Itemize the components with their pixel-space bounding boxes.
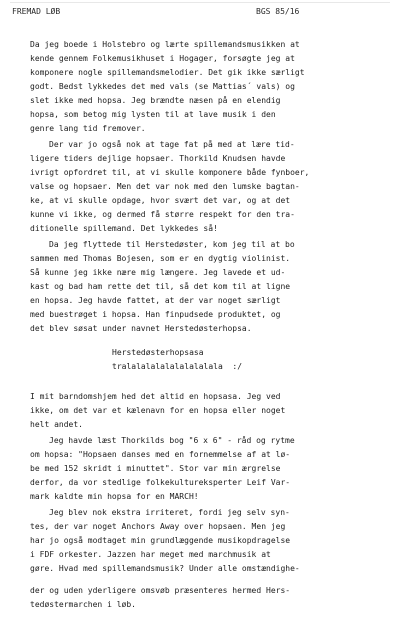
text-line: helt andet. bbox=[30, 420, 83, 429]
text-line: kunne vi ikke, og dermed få større respekt for den tra- bbox=[30, 210, 295, 219]
text-line: komponere nogle spillemandsmelodier. Det gik ikke særligt bbox=[30, 68, 305, 77]
text-line: tedøstermarchen i løb. bbox=[30, 600, 136, 609]
text-line: ikke, om det var et kælenavn for en hopsa eller noget bbox=[30, 406, 286, 415]
text-line: slet ikke med hopsa. Jeg brændte næsen på en elendig bbox=[30, 96, 281, 105]
header-title: FREMAD LØB bbox=[12, 7, 61, 16]
header-reference: BGS 85/16 bbox=[256, 7, 300, 16]
text-line: i FDF orkester. Jazzen har meget med marchmusik at bbox=[30, 550, 271, 559]
text-line: genre lang tid fremover. bbox=[30, 124, 146, 133]
text-line: ligere tiders dejlige hopsaer. Thorkild Knudsen havde bbox=[30, 154, 286, 163]
text-line: gøre. Hvad med spillemandsmusik? Under alle omstændighe- bbox=[30, 564, 300, 573]
text-line: om hopsa: "Hopsaen danses med en fornemmelse af at lø- bbox=[30, 450, 291, 459]
song-title-line: tralalalalalalalalalala :/ bbox=[112, 362, 243, 371]
text-line: hopsa, som betog mig lysten til at lave musik i den bbox=[30, 110, 276, 119]
text-line: Jeg havde læst Thorkilds bog "6 x 6" - råd og rytme bbox=[49, 436, 295, 445]
text-line: valse og hopsaer. Men det var nok med den lumske bagtan- bbox=[30, 182, 300, 191]
text-line: en hopsa. Jeg havde fattet, at der var noget særligt bbox=[30, 296, 281, 305]
text-line: mark kaldte min hopsa for en MARCH! bbox=[30, 492, 199, 501]
text-line: sammen med Thomas Bojesen, som er en dygtig violinist. bbox=[30, 254, 291, 263]
text-line: Da jeg boede i Holstebro og lærte spillemandsmusikken at bbox=[30, 40, 300, 49]
text-line: ke, at vi skulle opdage, hvor svært det var, og at det bbox=[30, 196, 291, 205]
text-line: det blev søsat under navnet Herstedøsterhopsa. bbox=[30, 324, 252, 333]
text-line: Da jeg flyttede til Herstedøster, kom jeg til at bo bbox=[49, 240, 295, 249]
text-line: har jo også modtaget min grundlæggende musikopdragelse bbox=[30, 536, 291, 545]
text-line: ditionelle spillemand. Det lykkedes så! bbox=[30, 224, 218, 233]
text-line: ivrigt opfordret til, at vi skulle komponere både fynboer, bbox=[30, 168, 310, 177]
song-title-line: Herstedøsterhopsasa bbox=[112, 348, 204, 357]
text-line: Så kunne jeg ikke nære mig længere. Jeg lavede et ud- bbox=[30, 268, 286, 277]
text-line: be med 152 skridt i minuttet". Stor var min ærgrelse bbox=[30, 464, 281, 473]
text-line: tes, der var noget Anchors Away over hopsaen. Men jeg bbox=[30, 522, 286, 531]
text-line: kast og bad ham rette det til, så det kom til at ligne bbox=[30, 282, 291, 291]
text-line: derfor, da vor stedlige folkekultureksperter Leif Var- bbox=[30, 478, 291, 487]
text-line: der og uden yderligere omsvøb præsenteres hermed Hers- bbox=[30, 586, 291, 595]
text-line: I mit barndomshjem hed det altid en hopsasa. Jeg ved bbox=[30, 392, 281, 401]
text-line: Der var jo også nok at tage fat på med at lære tid- bbox=[49, 140, 295, 149]
text-line: kende gennem Folkemusikhuset i Hogager, forsøgte jeg at bbox=[30, 54, 295, 63]
text-line: godt. Bedst lykkedes det med vals (se Mattias´ vals) og bbox=[30, 82, 295, 91]
top-scan-edge bbox=[10, 2, 390, 3]
text-line: med buestrøget i hopsa. Han finpudsede produktet, og bbox=[30, 310, 281, 319]
text-line: Jeg blev nok ekstra irriteret, fordi jeg selv syn- bbox=[49, 508, 290, 517]
